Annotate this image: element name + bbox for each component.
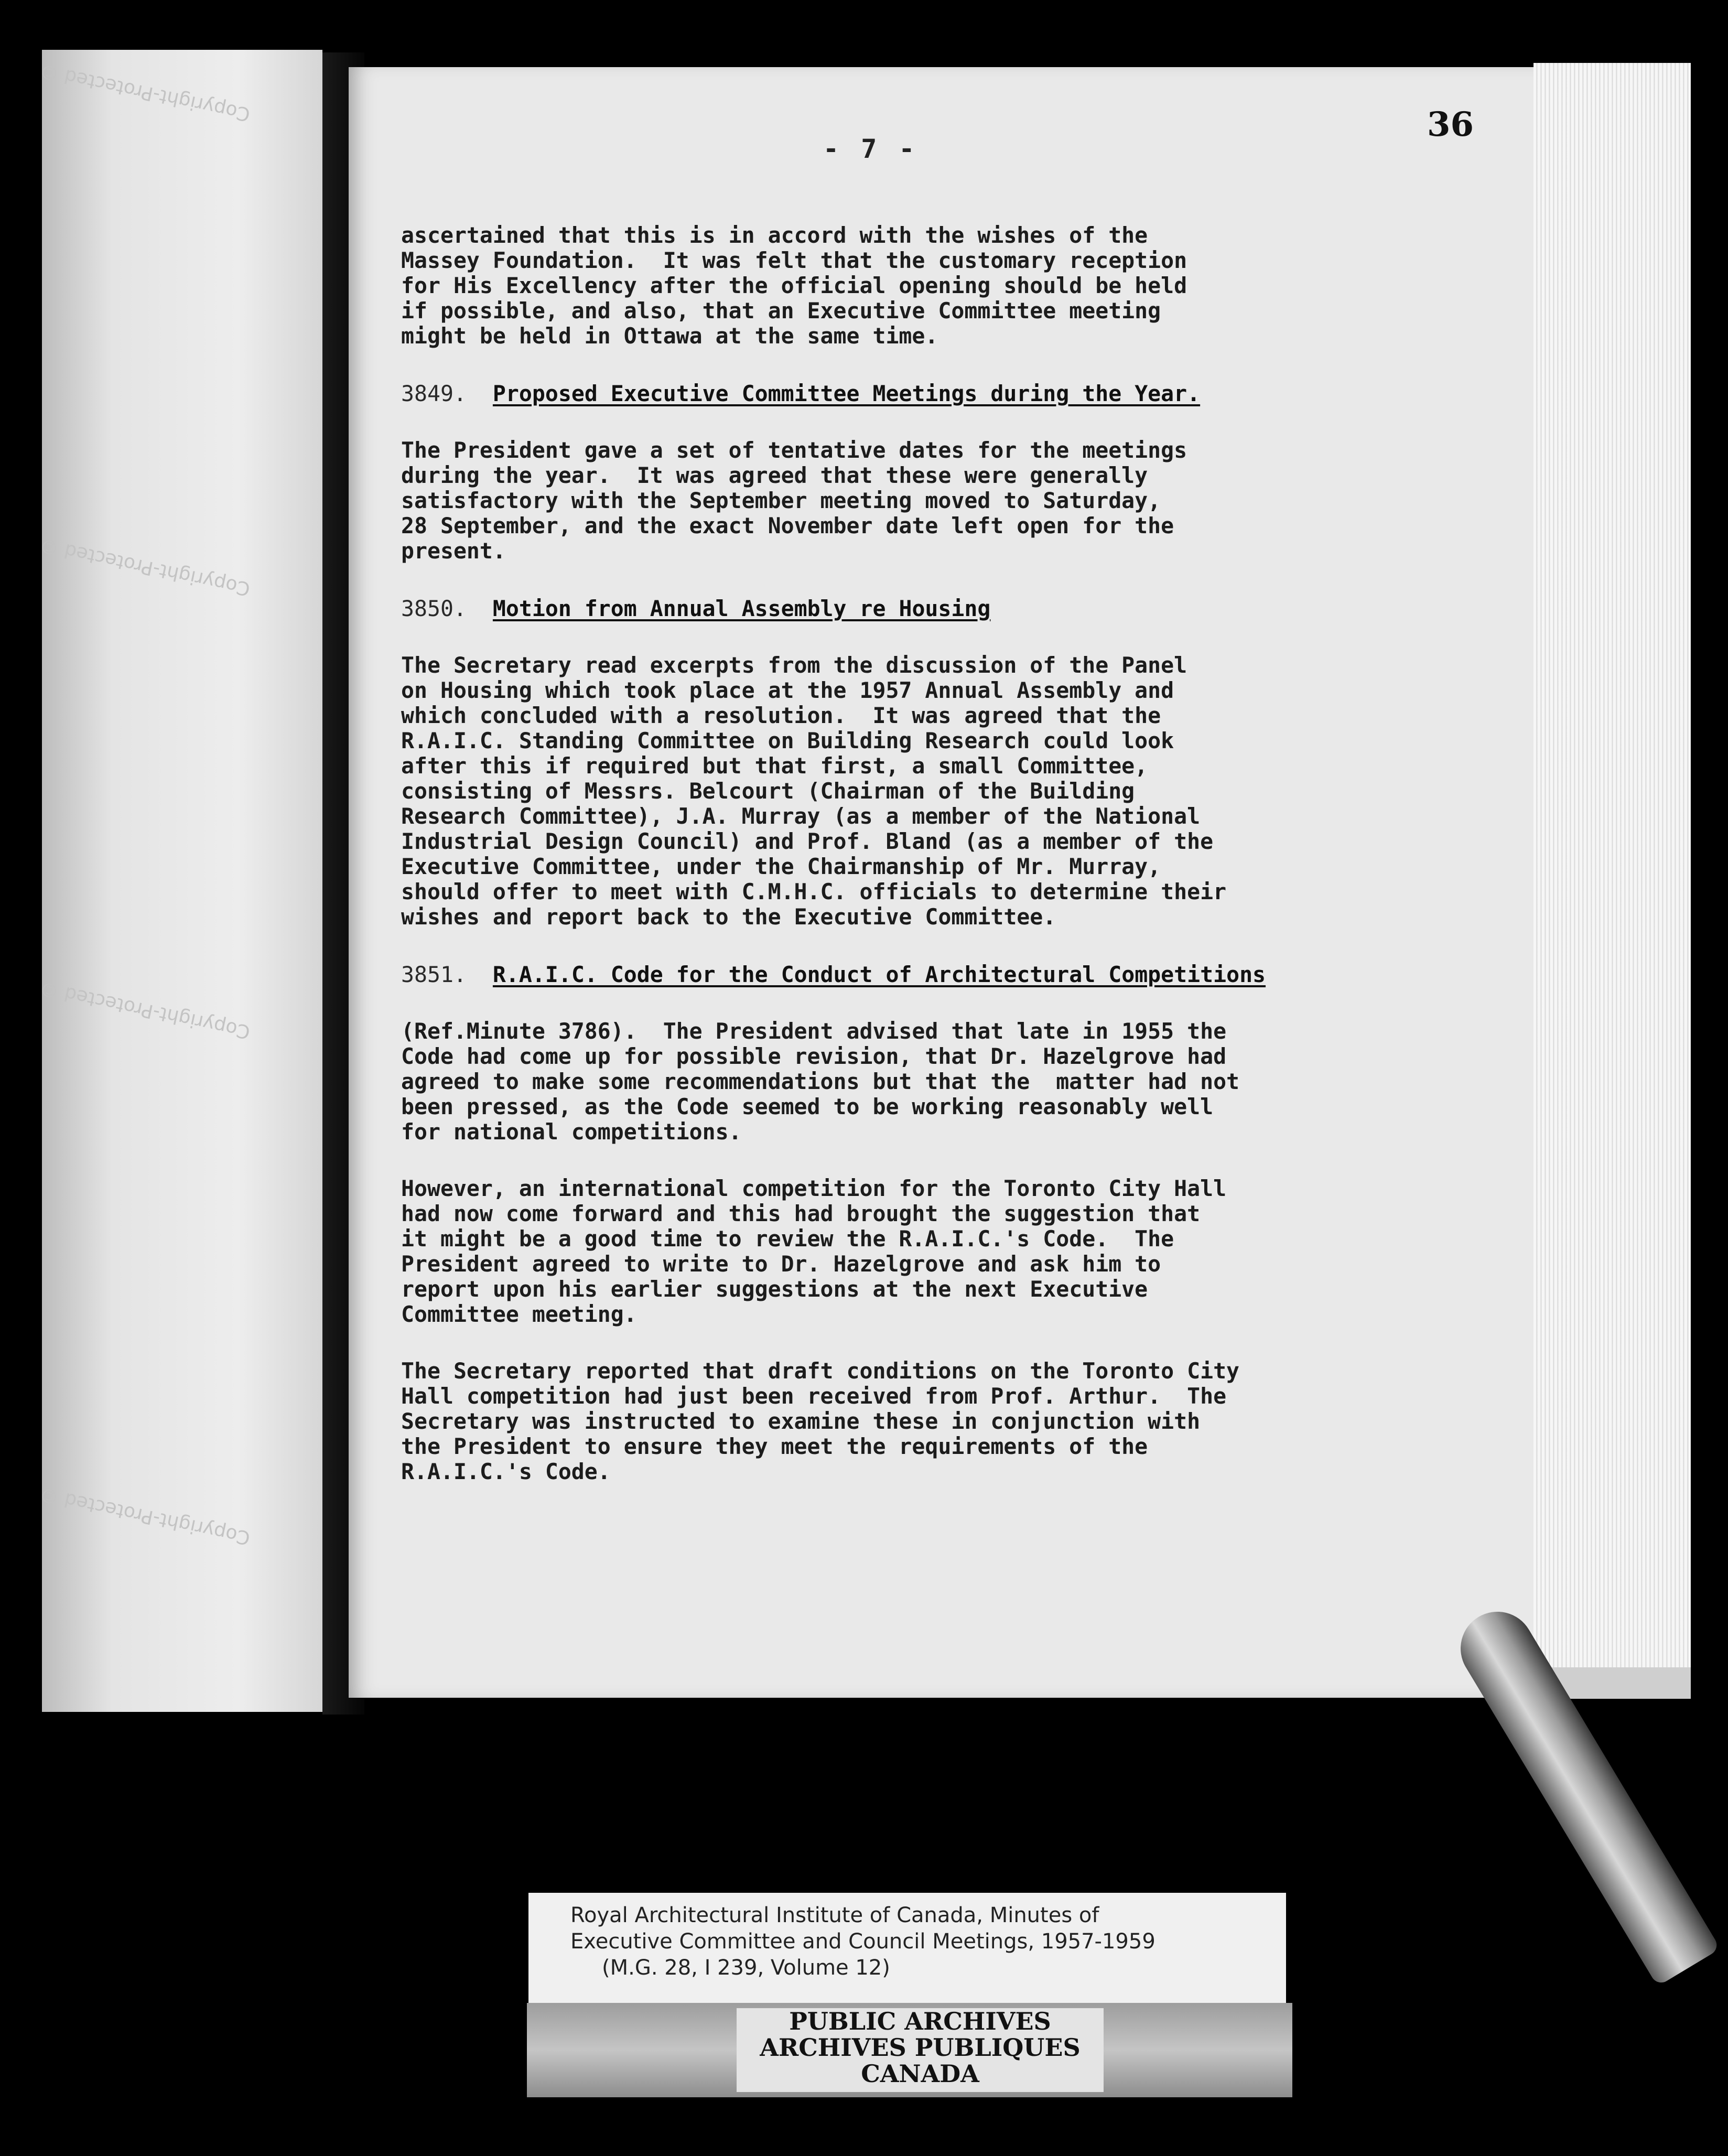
text-line: if possible, and also, that an Executive Committee meeting — [401, 298, 1161, 324]
text-line: had now come forward and this had brought the suggestion that — [401, 1201, 1201, 1226]
text-line: the President to ensure they meet the requirements of the — [401, 1433, 1148, 1459]
document-body — [401, 223, 1450, 1484]
minute-paragraph — [401, 1176, 1450, 1327]
archives-stamp — [737, 2008, 1104, 2092]
text-line: (Ref.Minute 3786). The President advised that late in 1955 the — [401, 1018, 1227, 1044]
text-line: Industrial Design Council) and Prof. Bland (as a member of the — [401, 828, 1214, 854]
text-line: for His Excellency after the official opening should be held — [401, 273, 1187, 298]
text-line: for national competitions. — [401, 1119, 742, 1145]
text-line: The Secretary read excerpts from the discussion of the Panel — [401, 652, 1187, 678]
text-line: The Secretary reported that draft conditions on the Toronto City — [401, 1358, 1240, 1384]
minute-title: Proposed Executive Committee Meetings during the Year. — [492, 381, 1201, 406]
minute-title: Motion from Annual Assembly re Housing — [492, 596, 991, 621]
text-line: The President gave a set of tentative dates for the meetings — [401, 437, 1187, 463]
text-line: consisting of Messrs. Belcourt (Chairman of the Building — [401, 778, 1135, 804]
text-line: Massey Foundation. It was felt that the customary reception — [401, 247, 1187, 273]
minute-heading — [401, 381, 1450, 406]
text-line: 28 September, and the exact November date left open for the — [401, 513, 1174, 538]
minute-3849 — [401, 381, 1450, 564]
text-line: R.A.I.C. Standing Committee on Building Research could look — [401, 728, 1174, 753]
intro-paragraph — [401, 223, 1450, 349]
stamp-line: CANADA — [861, 2060, 979, 2088]
citation-line: Executive Committee and Council Meetings, 1957-1959 — [570, 1929, 1155, 1954]
copyright-watermark: Copyright-Protected © — [38, 59, 252, 125]
stamp-line: PUBLIC ARCHIVES — [789, 2007, 1051, 2035]
minute-paragraph — [401, 1359, 1450, 1484]
text-line: which concluded with a resolution. It was agreed that the — [401, 703, 1161, 728]
stamp-line: ARCHIVES PUBLIQUES — [760, 2033, 1081, 2062]
page-edges — [1533, 63, 1691, 1699]
text-line: been pressed, as the Code seemed to be working reasonably well — [401, 1094, 1214, 1119]
text-line: Executive Committee, under the Chairmanship of Mr. Murray, — [401, 854, 1161, 879]
text-line: Committee meeting. — [401, 1301, 637, 1327]
citation-line: Royal Architectural Institute of Canada, Minutes of — [570, 1903, 1099, 1927]
text-line: R.A.I.C.'s Code. — [401, 1459, 611, 1484]
copyright-watermark: Copyright-Protected © — [38, 977, 252, 1043]
folio-number: 36 — [1427, 105, 1474, 144]
text-line: Hall competition had just been received from Prof. Arthur. The — [401, 1383, 1227, 1409]
text-line: agreed to make some recommendations but that the matter had not — [401, 1069, 1240, 1094]
text-line: Secretary was instructed to examine these in conjunction with — [401, 1408, 1201, 1434]
text-line: present. — [401, 538, 506, 564]
minute-3850 — [401, 596, 1450, 930]
text-line: report upon his earlier suggestions at the next Executive — [401, 1276, 1148, 1302]
minute-heading — [401, 596, 1450, 621]
archives-stamp-strip — [527, 2003, 1292, 2097]
citation-label — [528, 1893, 1286, 2003]
minute-number: 3851. — [401, 962, 467, 987]
text-line: might be held in Ottawa at the same time. — [401, 323, 938, 349]
minute-paragraph — [401, 1019, 1450, 1145]
text-line: after this if required but that first, a small Committee, — [401, 753, 1148, 779]
text-line: However, an international competition for the Toronto City Hall — [401, 1176, 1227, 1201]
minute-number: 3849. — [401, 381, 467, 406]
previous-page — [38, 50, 322, 1712]
text-line: Code had come up for possible revision, that Dr. Hazelgrove had — [401, 1043, 1227, 1069]
text-line: satisfactory with the September meeting moved to Saturday, — [401, 488, 1161, 513]
text-line: Research Committee), J.A. Murray (as a member of the National — [401, 803, 1201, 829]
minute-3851 — [401, 962, 1450, 1484]
minute-heading — [401, 962, 1450, 987]
minute-title: R.A.I.C. Code for the Conduct of Architectural Competitions — [492, 962, 1266, 987]
minute-paragraph — [401, 653, 1450, 930]
text-line: President agreed to write to Dr. Hazelgrove and ask him to — [401, 1251, 1161, 1277]
text-line: on Housing which took place at the 1957 Annual Assembly and — [401, 677, 1174, 703]
citation-line: (M.G. 28, I 239, Volume 12) — [602, 1956, 890, 1980]
minute-paragraph — [401, 438, 1450, 564]
copyright-watermark: Copyright-Protected © — [38, 534, 252, 600]
text-line: during the year. It was agreed that these were generally — [401, 462, 1148, 488]
text-line: should offer to meet with C.M.H.C. officials to determine their — [401, 879, 1227, 904]
text-line: wishes and report back to the Executive Committee. — [401, 904, 1056, 930]
copyright-watermark: Copyright-Protected © — [38, 1483, 252, 1549]
minute-number: 3850. — [401, 596, 467, 621]
text-line: it might be a good time to review the R.A.I.C.'s Code. The — [401, 1226, 1174, 1252]
page-number: - 7 - — [823, 134, 918, 164]
text-line: ascertained that this is in accord with the wishes of the — [401, 222, 1148, 248]
